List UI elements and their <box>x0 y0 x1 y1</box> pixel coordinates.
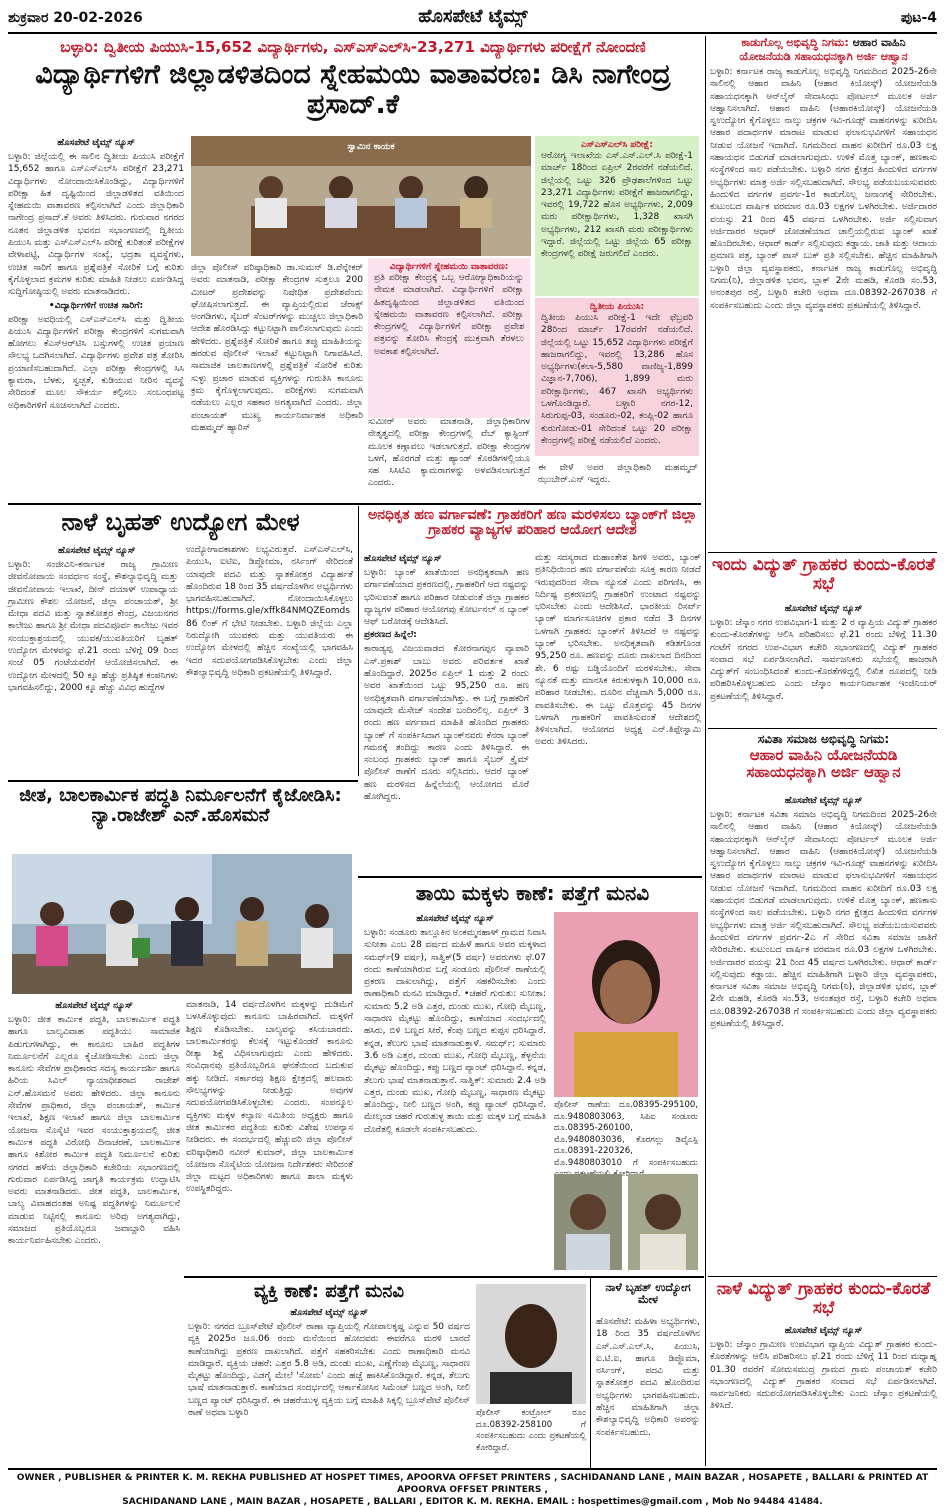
lead-bottom-rule <box>8 503 701 505</box>
vyakti-article <box>188 1306 470 1466</box>
lead-body-2: ಜಿಲ್ಲಾ ಪೊಲೀಸ್ ವರಿಷ್ಠಾಧಿಕಾರಿ ಡಾ.ಸುಮನ್ ಡಿ.ಪೆನ್ನೇಕರ್ ಅವರು ಮಾತನಾಡಿ, ಪರೀಕ್ಷಾ ಕೇಂದ್ರಗಳ ಸುತ್ತಲೂ 200 ಮೀಟರ್ ಪ್ರದೇಶವನ್ನು ನಿಷೇಧಿತ ಪ್ರದೇಶವೆಂದು ಘೋಷಿಸಲಾಗುತ್ತದೆ. ಈ ವ್ಯಾಪ್ತಿಯಲ್ಲಿರುವ ಜೆರಾಕ್ಸ್ ಅಂಗಡಿಗಳು, ಸೈಬರ್ ಸೆಂಟರ್‌ಗಳನ್ನು ಮುಚ್ಚಲು ಜಿಲ್ಲಾಧಿಕಾರಿ ಆದೇಶ ಹೊರಡಿಸಿದ್ದು ಕಟ್ಟುನಿಟ್ಟಾಗಿ ಪಾಲಿಸಲಾಗುವುದು ಎಂದು ಹೇಳಿದರು. ಪ್ರಶ್ನೆಪತ್ರಿಕೆ ಸೋರಿಕೆ ಹಾಗೂ ತಪ್ಪು ಮಾಹಿತಿಯನ್ನು ಹರಡುವ ಪೊಲೀಸ್ ಇಲಾಖೆ ಕಟ್ಟುನಿಟ್ಟಾಗಿ ನಿಗಾವಹಿಸಿದೆ. ಸಾಮಾಜಿಕ ಜಾಲತಾಣಗಳಲ್ಲಿ ಪ್ರಶ್ನೆಪತ್ರಿಕೆ ಸೋರಿಕೆ ಕುರಿತು ಸುಳ್ಳು ಪ್ರಚಾರ ಮಾಡುವ ವ್ಯಕ್ತಿಗಳನ್ನು ಗುರುತಿಸಿ ಕಾನೂನು ಕ್ರಮ ಕೈಗೊಳ್ಳಲಾಗುವುದು. ಪರೀಕ್ಷೆಗಳು ಸುಗಮವಾಗಿ ನಡೆಯಲು ಎಲ್ಲರ ಸಹಕಾರ ಅಗತ್ಯವಾಗಿದೆ ಎಂದರು. ಜಿಲ್ಲಾ ಪಂಚಾಯತ್ ಮುಖ್ಯ ಕಾರ್ಯನಿರ್ವಾಹಕ ಅಧಿಕಾರಿ ಮಹಮ್ಮದ್ ಹ್ಯಾರಿಸ್ <box>191 263 363 433</box>
sslc-box-text: ಆರೋಗ್ಯ ಇಲಾಖೆಯ ಎಸ್.ಎಸ್.ಎಲ್.ಸಿ ಪರೀಕ್ಷೆ-1 ಮಾರ್ಚ್ 18ರಿಂದ ಏಪ್ರಿಲ್ 2ರವರೆಗೆ ನಡೆಯಲಿದೆ. ಜಿಲ್ಲೆಯಲ್ಲಿ ಒಟ್ಟು 326 ಪ್ರೌಢಶಾಲೆಗಳಿಂದ ಒಟ್ಟು 23,271 ವಿದ್ಯಾರ್ಥಿಗಳು ಪರೀಕ್ಷೆಗೆ ಹಾಜರಾಗಲಿದ್ದು, ಇವರಲ್ಲಿ 19,722 ಹೊಸ ಅಭ್ಯರ್ಥಿಗಳು, 2,009 ಮರು ಪರೀಕ್ಷಾರ್ಥಿಗಳು, 1,328 ಖಾಸಗಿ ಅಭ್ಯರ್ಥಿಗಳು, 212 ಖಾಸಗಿ ಮರು ಪರೀಕ್ಷಾರ್ಥಿಗಳು ಇದ್ದಾರೆ. ಜಿಲ್ಲೆಯಲ್ಲಿ ಒಟ್ಟು ಜಿಲ್ಲೆಯ 65 ಪರೀಕ್ಷಾ ಕೇಂದ್ರಗಳಲ್ಲಿ ಪರೀಕ್ಷೆ ಜರುಗಲಿದೆ ಎಂದರು. <box>541 151 693 260</box>
job-bank-rule <box>358 506 359 776</box>
puc-box-title: ದ್ವಿತೀಯ ಪಿಯುಸಿ: <box>589 302 645 312</box>
lead-body-3b: ಸುಮೀರ್ ಅವರು ಮಾತನಾಡಿ, ಜಿಲ್ಲಾಧಿಕಾರಿಗಳ ನೇತೃತ್ವದಲ್ಲಿ ಪರೀಕ್ಷಾ ಕೇಂದ್ರಗಳಲ್ಲಿ ವೆಬ್ ಕ್ಯಾಸ್ಟಿಂಗ್ ಮೂಲಕ ಕಣ್ಗಾವಲು ಇಡಲಾಗುತ್ತದೆ. ಪರೀಕ್ಷಾ ಕೇಂದ್ರಗಳ ಒಳಗೆ, ಹೊರಗಡೆ ಮತ್ತು ಹ್ಯಾಂಡ್ ಕೊಠಡಿಗಳಲ್ಲಿಯೂ ಸಹ ಸಿಸಿಟಿವಿ ಕ್ಯಾಮರಾಗಳನ್ನು ಅಳವಡಿಸಲಾಗುತ್ತದೆ ಎಂದರು. <box>368 417 530 489</box>
vyakti-photo <box>476 1284 586 1404</box>
missing-headline: ತಾಯಿ ಮಕ್ಕಳು ಕಾಣೆ: ಪತ್ತೆಗೆ ಮನವಿ <box>415 881 650 905</box>
lead-column-1 <box>8 136 184 496</box>
masthead-rule <box>8 32 937 34</box>
boy-portrait-1 <box>554 1174 622 1270</box>
right-rule-1 <box>708 552 937 553</box>
lead-photo <box>191 136 531 256</box>
pink-box-text: ಪ್ರತಿ ಪರೀಕ್ಷಾ ಕೇಂದ್ರಕ್ಕೆ ಒಬ್ಬ ಆರೋಗ್ಯಾಧಿಕಾರಿಯನ್ನು ನೇಮಕ ಮಾಡಲಾಗಿದೆ. ವಿದ್ಯಾರ್ಥಿಗಳಿಗೆ ಪರೀಕ್ಷಾ ಹಿತದೃಷ್ಟಿಯಿಂದ ಜಿಲ್ಲಾಡಳಿತದ ವತಿಯಿಂದ ಸ್ನೇಹಮಯಿ ವಾತಾವರಣ ಕಲ್ಪಿಸಲಾಗಿದೆ. ಪರೀಕ್ಷಾ ಕೇಂದ್ರಗಳಲ್ಲಿ ವಿದ್ಯಾರ್ಥಿಗಳಿಗೆ ಪರೀಕ್ಷಾ ಪ್ರವೇಶ ಪತ್ರವನ್ನು ತೋರಿಸಿ ಕೇಂದ್ರಕ್ಕೆ ಮುಕ್ತವಾಗಿ ತೆರಳಲು ಅವಕಾಶ ಕಲ್ಪಿಸಲಾಗಿದೆ. <box>374 273 524 357</box>
missing-byline: ಹೊಸಪೇಟೆ ಟೈಮ್ಸ್ ನ್ಯೂಸ್ <box>416 914 494 924</box>
lead-body-1: ಬಳ್ಳಾರಿ: ಜಿಲ್ಲೆಯಲ್ಲಿ ಈ ಸಾಲಿನ ದ್ವಿತೀಯ ಪಿಯುಸಿ ಪರೀಕ್ಷೆಗೆ 15,652 ಹಾಗೂ ಎಸ್‌ಎಸ್‌ಎಲ್‌ಸಿ ಪರೀಕ್ಷೆಗೆ 23,271 ವಿದ್ಯಾರ್ಥಿಗಳು ನೋಂದಾಯಿಸಿಕೊಂಡಿದ್ದು, ವಿದ್ಯಾರ್ಥಿಗಳಿಗೆ ಪರೀಕ್ಷಾ ಹಿತ ದೃಷ್ಟಿಯಿಂದ ಜಿಲ್ಲಾಡಳಿತದ ವತಿಯಿಂದ ಸ್ನೇಹಮಯಿ ವಾತಾವರಣ ಕಲ್ಪಿಸಲಾಗಿದೆ ಎಂದು ಜಿಲ್ಲಾಧಿಕಾರಿ ನಾಗೇಂದ್ರ ಪ್ರಸಾದ್.ಕೆ ಅವರು ತಿಳಿಸಿದರು. ಗುರುವಾರ ನಗರದ ನೂತನ ಜಿಲ್ಲಾಡಳಿತ ಭವನದ ಸಭಾಂಗಣದಲ್ಲಿ ದ್ವಿತೀಯ ಪಿಯುಸಿ ಮತ್ತು ಎಸ್‌ಎಸ್‌ಎಲ್‌ಸಿ ಪರೀಕ್ಷೆ ಕುರಿತಂತೆ ಪರೀಕ್ಷೆಗಳ ವೇಳಾಪಟ್ಟಿ, ವಿದ್ಯಾರ್ಥಿಗಳ ಸಂಖ್ಯೆ, ಭದ್ರತಾ ವ್ಯವಸ್ಥೆಗಳು, ಉಚಿತ ಸಾರಿಗೆ ಹಾಗೂ ಪ್ರಶ್ನೆಪತ್ರಿಕೆ ಸೋರಿಕೆ ಬಗ್ಗೆ ಕುರಿತು ಕೈಗೊಳ್ಳಲಾದ ಕ್ರಮಗಳ ಕುರಿತು ಮಾಹಿತಿ ನೀಡಲು ಏರ್ಪಡಿಸಿದ್ದ ಸುದ್ದಿಗೋಷ್ಠಿಯಲ್ಲಿ ಅವರು ಮಾತನಾಡಿದರು. <box>8 152 184 298</box>
job-fair-body-2: ಉದ್ಯೋಗಾವಕಾಶಗಳು ಲಭ್ಯವಿರುತ್ತವೆ. ಎಸ್‌ಎಸ್‌ಎಲ್‌ಸಿ, ಪಿಯುಸಿ, ಐಟಿಐ, ಡಿಪ್ಲೋಮಾ, ನರ್ಸಿಂಗ್ ಸೇರಿದಂತೆ ಯಾವುದೇ ಪದವಿ ಮತ್ತು ಸ್ನಾತಕೋತ್ತರ ವಿದ್ಯಾರ್ಹತೆ ಹೊಂದಿರುವ 18 ರಿಂದ 35 ವರ್ಷದೊಳಗಿನ ಅಭ್ಯರ್ಥಿಗಳು ಭಾಗವಹಿಸಬಹುದಾಗಿದೆ. ನೋಂದಾಯಿಸಿಕೊಳ್ಳಲು https://forms.gle/xffk84NMQZEomds86 ಲಿಂಕ್ ಗೆ ಭೇಟಿ ನೀಡಬೇಕು. ಬಳ್ಳಾರಿ ಜಿಲ್ಲೆಯ ಎಲ್ಲಾ ನಿರುದ್ಯೋಗಿ ಯುವಕರು ಮತ್ತು ಯುವತಿಯರು ಈ ಉದ್ಯೋಗ ಮೇಳದಲ್ಲಿ ಹೆಚ್ಚಿನ ಸಂಖ್ಯೆಯಲ್ಲಿ ಭಾಗವಹಿಸಿ ಇದರ ಸದುಪಯೋಗಪಡಿಸಿಕೊಳ್ಳಬೇಕು ಎಂದು ಜಿಲ್ಲಾ ಕೌಶಲ್ಯಾಭಿವೃದ್ಧಿ ಅಧಿಕಾರಿ ಪ್ರಕಟಣೆಯಲ್ಲಿ ತಿಳಿಸಿದ್ದಾರೆ. <box>186 545 354 678</box>
photo-backdrop-text: ಸ್ವಾಮಿನ ಕಾಯಕ <box>347 142 395 152</box>
lead-body-4b: ಈ ವೇಳೆ ಅಪರ ಜಿಲ್ಲಾಧಿಕಾರಿ ಮಹಮ್ಮದ್ ಝುಬೇರ್.ಎನ್ ಇದ್ದರು. <box>538 463 698 486</box>
missing-boy-2-photo <box>628 1174 698 1270</box>
bank-bottom-rule <box>358 876 702 878</box>
jeeta-column-1 <box>8 999 180 1467</box>
jeeta-body-2: ಮಾತನಾಡಿ, 14 ವರ್ಷದೊಳಗಿನ ಮಕ್ಕಳನ್ನು ದುಡಿಮೆಗೆ ಬಳಸಿಕೊಳ್ಳುವುದು ಕಾನೂನು ಬಾಹಿರವಾಗಿದೆ. ಮಕ್ಕಳಿಗೆ ಶಿಕ್ಷಣ ಕೊಡಿಸಬೇಕು. ಬಾಲ್ಯವನ್ನು ಕಸಿಯಬಾರದು. ಬಾಲಕಾರ್ಮಿಕರನ್ನು ಕೆಲಸಕ್ಕೆ ಇಟ್ಟುಕೊಂಡರೆ ಕಾನೂನು ರೀತ್ಯಾ ಶಿಕ್ಷೆ ವಿಧಿಸಲಾಗುವುದು ಎಂದು ಹೇಳಿದರು. ಸಂವಿಧಾನವು ಪ್ರತಿಯೊಬ್ಬರಿಗೂ ಘನತೆಯಿಂದ ಬದುಕುವ ಹಕ್ಕು ನೀಡಿದೆ. ಸರ್ಕಾರವು ಶಿಕ್ಷಣ ಕ್ಷೇತ್ರದಲ್ಲಿ ಹಲವಾರು ಸೌಲಭ್ಯಗಳನ್ನು ನೀಡುತ್ತಿದ್ದು ಅವುಗಳ ಸದುಪಯೋಗಪಡಿಸಿಕೊಳ್ಳಬೇಕು ಎಂದರು. ಸಂಪನ್ಮೂಲ ವ್ಯಕ್ತಿಗಳು ಮಕ್ಕಳ ಕಲ್ಯಾಣ ಸಮಿತಿಯ ಅಧ್ಯಕ್ಷರು ಹಾಗೂ ಜೀತ ಕಾರ್ಮಿಕರ ಪದ್ಧತಿಯ ಕುರಿತು ವಿಶೇಷ ಉಪನ್ಯಾಸ ನೀಡಿದರು. ಈ ಸಂದರ್ಭದಲ್ಲಿ ಹೆಚ್ಚುವರಿ ಜಿಲ್ಲಾ ಪೊಲೀಸ್ ವರಿಷ್ಠಾಧಿಕಾರಿ ನವೀನ್ ಕುಮಾರ್, ಜಿಲ್ಲಾ ಬಾಲಕಾರ್ಮಿಕ ಯೋಜನಾ ಸೊಸೈಟಿಯ ಯೋಜನಾ ನಿರ್ದೇಶಕರು ಸೇರಿದಂತೆ ಜಿಲ್ಲಾ ಮಟ್ಟದ ಅಧಿಕಾರಿಗಳು ಹಾಗೂ ಶಾಲಾ ಮಕ್ಕಳು ಉಪಸ್ಥಿತರಿದ್ದರು. <box>186 1000 353 1195</box>
right-column-rule <box>705 36 706 1466</box>
footer-rule <box>8 1468 937 1470</box>
puc-box-text: ದ್ವಿತೀಯ ಪಿಯುಸಿ ಪರೀಕ್ಷೆ-1 ಇದೇ ಫೆಬ್ರವರಿ 28ರಿಂದ ಮಾರ್ಚ್ 17ರವರೆಗೆ ನಡೆಯಲಿದೆ. ಜಿಲ್ಲೆಯಲ್ಲಿ ಒಟ್ಟು 15,652 ವಿದ್ಯಾರ್ಥಿಗಳು ಪರೀಕ್ಷೆಗೆ ಹಾಜರಾಗಲಿದ್ದು, ಇವರಲ್ಲಿ 13,286 ಹೊಸ ಅಭ್ಯರ್ಥಿಗಳು(ಕಲಾ-5,580 ವಾಣಿಜ್ಯ-1,899 ವಿಜ್ಞಾನ-7,706), 1,899 ಮರು ಪರೀಕ್ಷಾರ್ಥಿಗಳು, 467 ಖಾಸಗಿ ಅಭ್ಯರ್ಥಿಗಳು ಒಳಗೊಂಡಿದ್ದಾರೆ. ಬಳ್ಳಾರಿ ನಗರ-12, ಸಿರುಗುಪ್ಪ-03, ಸಂಡೂರು-02, ಕಂಪ್ಲಿ-02 ಹಾಗೂ ಕುರುಗೋಡು-01 ಸೇರಿದಂತೆ ಒಟ್ಟು 20 ಪರೀಕ್ಷಾ ಕೇಂದ್ರಗಳಲ್ಲಿ ಪರೀಕ್ಷೆ ನಡೆಯಲಿದೆ ಎಂದರು. <box>541 313 693 446</box>
puc-box <box>535 298 699 456</box>
right-article-1-body <box>710 66 937 551</box>
right-article-4 <box>710 1324 937 1466</box>
bank-column-2 <box>535 552 701 872</box>
page-number: ಪುಟ-4 <box>900 10 937 26</box>
job-fair-headline: ನಾಳೆ ಬೃಹತ್ ಉದ್ಯೋಗ ಮೇಳ <box>61 508 300 536</box>
job-fair-column-1 <box>8 559 178 777</box>
right-a1-text: ಬಳ್ಳಾರಿ: ಕರ್ನಾಟಕ ರಾಜ್ಯ ಕಾಡುಗೊಲ್ಲ ಅಭಿವೃದ್ಧಿ ನಿಗಮದಿಂದ 2025-26ನೇ ಸಾಲಿನಲ್ಲಿ ಆಹಾರ ವಾಹಿನಿ (ಆಹಾರ ಕಿಯೋಸ್ಕ್) ಯೋಜನೆಯಡಿ ಸಹಾಯಧನಕ್ಕಾಗಿ ಆನ್‌ಲೈನ್ ಸೇವಾಸಿಂಧು ಪೋರ್ಟಲ್ ಮೂಲಕ ಅರ್ಜಿ ಆಹ್ವಾನಿಸಲಾಗಿದೆ. ಆಹಾರ ವಾಹಿನಿ (ಆಹಾರಕಿಯೋಸ್ಕ್) ಯೋಜನೆಯಡಿ ಸ್ವಉದ್ಯೋಗ ಕೈಗೊಳ್ಳಲು ನಾಲ್ಕು ಚಕ್ರಗಳ ಇವಿ-ಗೂಡ್ಸ್ ವಾಹನಗಳನ್ನು ಖರೀದಿಸಿ ಆಹಾರ ಪದಾರ್ಥಗಳ ಮಾರಾಟ ಮಾಡುವ ಫಲಾನುಭವಿಗಳಿಗೆ ಸಹಾಯಧನ ನೀಡುವ ಯೋಜನೆ ಇದಾಗಿದೆ. ನಿಗಮದಿಂದ ವಾಹನ ಖರೀದಿಗೆ ರೂ.03 ಲಕ್ಷ ಸಹಾಯಧನ ಬಿಡುಗಡೆ ಮಾಡಲಾಗುವುದು. ಉಳಿಕೆ ಮೊತ್ತ ಬ್ಯಾಂಕ್, ಹಣಕಾಸು ಸಂಸ್ಥೆಗಳಿಂದ ಸಾಲ ಪಡೆಯಬೇಕು. ಬಳ್ಳಾರಿ ನಗರ ಕ್ಷೇತ್ರದ ಹಿಂದುಳಿದ ವರ್ಗಗಳ ಅಭ್ಯರ್ಥಿಗಳು ಮಾತ್ರ ಅರ್ಜಿ ಸಲ್ಲಿಸಬಹುದಾಗಿದೆ. ಸೌಲಭ್ಯ ಪಡೆಯಬಯಸುವವರು ಹಿಂದುಳಿದ ವರ್ಗಗಳ ಪ್ರವರ್ಗ-1ರ ಕಾಡುಗೊಲ್ಲ ಜನಾಂಗಕ್ಕೆ ಸೇರಿರಬೇಕು. ಕುಟುಂಬದ ವಾರ್ಷಿಕ ವರಮಾನ ರೂ.03 ಲಕ್ಷಗಳ ಒಳಗಿರಬೇಕು. ಅರ್ಜಿದಾರರ ವಯಸ್ಸು 21 ರಿಂದ 45 ವರ್ಷದ ಒಳಗಿರಬೇಕು. ಅರ್ಜಿ ಸಲ್ಲಿಸುವಾಗ ಅರ್ಜಿದಾರರ ಆಧಾರ್ ಜೋಡಣೆಯಾದ ಚಾಲ್ತಿಯಲ್ಲಿರುವ ಬ್ಯಾಂಕ್ ಖಾತೆ ಹೊಂದಿರಬೇಕು. ಆಧಾರ್ ಕಾರ್ಡ್ ಸಲ್ಲಿಸುವುದು ಕಡ್ಡಾಯ. ಜಾತಿ ಮತ್ತು ಆದಾಯ ಪ್ರಮಾಣ ಪತ್ರ, ಬ್ಯಾಂಕ್ ಪಾಸ್ ಬುಕ್ ಪ್ರತಿ ಸಲ್ಲಿಸಬೇಕು. ಹೆಚ್ಚಿನ ಮಾಹಿತಿಗಾಗಿ ಬಳ್ಳಾರಿ ಜಿಲ್ಲಾ ವ್ಯವಸ್ಥಾಪಕರು, ಕರ್ನಾಟಕ ರಾಜ್ಯ ಕಾಡುಗೊಲ್ಲ ಅಭಿವೃದ್ಧಿ ನಿಗಮ(ನಿ), ಜಿಲ್ಲಾಡಳಿತ ಭವನ, ಬ್ಲಾಕ್ 2ನೇ ಮಹಡಿ, ಕೊಠಡಿ ಸಂ.53, ಅನಂತಪುರ ರಸ್ತೆ, ಬಳ್ಳಾರಿ ಕಚೇರಿ ಅಥವಾ ದೂ.08392-267038 ಗೆ ಸಂಪರ್ಕಿಸಬಹುದು ಎಂದು ಜಿಲ್ಲಾ ವ್ಯವಸ್ಥಾಪಕರು ಪ್ರಕಟಣೆಯಲ್ಲಿ ತಿಳಿಸಿದ್ದಾರೆ. <box>710 67 937 311</box>
bank-headline: ಅನಧಿಕೃತ ಹಣ ವರ್ಗಾವಣೆ: ಗ್ರಾಹಕರಿಗೆ ಹಣ ಮರಳಿಸಲು ಬ್ಯಾಂಕ್‌ಗೆ ಜಿಲ್ಲಾ ಗ್ರಾಹಕರ ವ್ಯಾಜ್ಯಗಳ ಪರಿಹಾರ ಆಯೋಗ ಆದೇಶ <box>368 507 697 539</box>
lead-kicker: ಬಳ್ಳಾರಿ: ದ್ವಿತೀಯ ಪಿಯುಸಿ-15,652 ವಿದ್ಯಾರ್ಥಿಗಳು, ಎಸ್‌ಎಸ್‌ಎಲ್‌ಸಿ-23,271 ವಿದ್ಯಾರ್ಥಿಗಳು ಪರೀಕ್ಷೆಗೆ ನೋಂದಣಿ <box>60 38 646 56</box>
lead-subhead: •ವಿದ್ಯಾರ್ಥಿಗಳಿಗೆ ಉಚಿತ ಸಾರಿಗೆ: <box>48 300 144 311</box>
missing-contact-block <box>554 1100 698 1170</box>
right-a4-byline: ಹೊಸಪೇಟೆ ಟೈಮ್ಸ್ ನ್ಯೂಸ್ <box>784 1326 863 1336</box>
lead-column-2 <box>191 262 363 500</box>
bank-body-1b: ಕಾರಾಡ್ಯಪ್ಪ ವಿಜಯವಾಡದ ಕೋರನಾಗಪ್ಪನ ವ್ಯಾಪಾರಿ ಎಸ್.ಪ್ರಕಾಶ್ ಬಾಬು ಅವರು ಪರಿವರ್ತಕ ಖಾತೆ ಹೊಂದಿದ್ದಾರೆ. 2025ರ ಏಪ್ರಿಲ್ 1 ಮತ್ತು 2 ರಂದು ಅವರ ಖಾತೆಯಿಂದ ಒಟ್ಟು 95,250 ರೂ. ಹಣ ಅನಧಿಕೃತವಾಗಿ ವರ್ಗಾವಣೆಯಾಗಿತ್ತು. ಈ ಬಗ್ಗೆ ಗ್ರಾಹಕರಿಗೆ ಯಾವುದೇ ಮೆಸೇಜ್ ಸಂದೇಶ ಬಂದಿರಲಿಲ್ಲ. ಏಪ್ರಿಲ್ 3 ರಂದು ಹಣ ವರ್ಗವಾದ ಮಾಹಿತಿ ಹೊಂದಿದ ಗ್ರಾಹಕರು ಬ್ಯಾಂಕ್ ಗೆ ಸಂಪರ್ಕಿಸಿದಾಗ ಬ್ಯಾಂಕ್‌ನವರು ಕೆನರಾ ಬ್ಯಾಂಕ್ ಗಮನಕ್ಕೆ ತಂದಿದ್ದು ಕಾರಣ ಎಂದು ತಿಳಿಸಿದ್ದಾರೆ. ಈ ಸಂಬಂಧ ಗ್ರಾಹಕರು ಬ್ಯಾಂಕ್ ಹಾಗೂ ಸೈಬರ್ ಕ್ರೈಮ್ ಪೊಲೀಸ್ ಠಾಣೆಗೆ ದೂರು ಸಲ್ಲಿಸಿದರು. ಆದರೆ ಬ್ಯಾಂಕ್ ಹಣ ಮರಳಿಸದ ಹಿನ್ನೆಲೆಯಲ್ಲಿ ಆಯೋಗದ ಮೊರೆ ಹೋಗಿದ್ದರು. <box>364 644 529 803</box>
pink-box-title: ವಿದ್ಯಾರ್ಥಿಗಳಿಗೆ ಸ್ನೇಹಮಯಿ ವಾತಾವರಣ: <box>389 262 509 272</box>
imprint <box>8 1472 937 1508</box>
awareness-event-photo <box>12 854 352 994</box>
press-conference-photo <box>191 136 531 256</box>
missing-contact: ಪೊಲೀಸ್ ಠಾಣೆಯ ದೂ.08395-295100, ದೂ.9480803063, ಸಿಪಿಐ ಸಂಡೂರು ದೂ.08395-260100, ಮೊ.9480803036, ಕೊರಗಲ್ಲು ಡಿವೈಎಸ್ಪಿ ದೂ.08391-220326, ಮೊ.9480803010 ಗೆ ಸಂಪರ್ಕಿಸಬಹುದು <box>554 1100 698 1168</box>
jeeta-headline: ಜೀತ, ಬಾಲಕಾರ್ಮಿಕ ಪದ್ಧತಿ ನಿರ್ಮೂಲನೆಗೆ ಕೈಜೋಡಿಸಿ: ನ್ಯಾ.ರಾಜೇಶ್ ಎನ್.ಹೊಸಮನೆ <box>19 785 342 826</box>
joblet-body: ಹೊಸಪೇಟೆ: ಮಹಿಳಾ ಅಭ್ಯರ್ಥಿಗಳು, 18 ರಿಂದ 35 ವರ್ಷದೊಳಗಿನ ಎಸ್.ಎಸ್.ಎಲ್.ಸಿ, ಪಿಯುಸಿ, ಐ.ಟಿ.ಐ, ಹಾಗೂ ಡಿಪ್ಲೊಮಾ, ನರ್ಸಿಂಗ್, ಪದವಿ ಮತ್ತು ಸ್ನಾತಕೋತ್ತರ ಪದವಿ ಹೊಂದಿರುವ ಅಭ್ಯರ್ಥಿಗಳು ಭಾಗವಹಿಸಬಹುದು. ಹೆಚ್ಚಿನ ಮಾಹಿತಿಗಾಗಿ ಜಿಲ್ಲಾ ಕೌಶಲ್ಯಾಭಿವೃದ್ಧಿ ಅಧಿಕಾರಿ ಅವರನ್ನು ಸಂಪರ್ಕಿಸಬಹುದು. <box>596 1317 700 1438</box>
friendly-environment-box <box>368 258 530 418</box>
right-a1-headline: ಯೋಜನೆಯಡಿ ಸಹಾಯಧನಕ್ಕಾಗಿ ಅರ್ಜಿ ಆಹ್ವಾನ <box>739 50 908 63</box>
paper-title: ಹೊಸಪೇಟೆ ಟೈಮ್ಸ್ <box>418 6 528 27</box>
joblet-headline: ನಾಳೆ ಬೃಹತ್ ಉದ್ಯೋಗ ಮೇಳ <box>605 1281 691 1307</box>
lead-byline: ಹೊಸಪೇಟೆ ಟೈಮ್ಸ್ ನ್ಯೂಸ್ <box>57 138 135 148</box>
vyakti-contact: ಪೊಲೀಸ್ ಕಂಟ್ರೋಲ್ ರೂಂ ದೂ.08392-258100 ಗೆ ಸಂಪರ್ಕಿಸಬಹುದು ಎಂದು ಪ್ರಕಟಣೆಯಲ್ಲಿ ಕೋರಿದ್ದಾರೆ. <box>476 1408 586 1453</box>
right-a2-headline: ಇಂದು ವಿದ್ಯುತ್ ಗ್ರಾಹಕರ ಕುಂದು-ಕೊರತೆ ಸಭೆ <box>711 555 936 594</box>
man-portrait <box>476 1284 586 1404</box>
job-fair-column-2 <box>186 544 353 777</box>
missing-woman-photo <box>554 912 698 1097</box>
jeeta-photo <box>12 854 352 994</box>
job-fair-body-1: ಬಳ್ಳಾರಿ: ಸಂಜೀವಿನಿ-ಕರ್ನಾಟಕ ರಾಜ್ಯ ಗ್ರಾಮೀಣ ಜೀವನೋಪಾಯ ಸಂವರ್ಧನ ಸಂಸ್ಥೆ, ಕೌಶಲ್ಯಾಭಿವೃದ್ಧಿ ಮತ್ತು ಜೀವನೋಪಾಯ ಇಲಾಖೆ, ದೀನ್ ದಯಾಳ್ ಉಪಾಧ್ಯಾಯ ಗ್ರಾಮೀಣ ಕೌಶಲ ಯೋಜನೆ, ಜಿಲ್ಲಾ ಪಂಚಾಯತ್, ಶ್ರೀ ಮೇಧಾ ಪದವಿ ಮತ್ತು ಸ್ನಾತಕೋತ್ತರ ಕೇಂದ್ರ, ವಿಜಯನಗರ ಕಾಲೇಜು ಹಾಗೂ ಶ್ರೀ ಮೇಧಾ ಪದವಿಪೂರ್ವ ಕಾಲೇಜು ಇವರ ಸಂಯುಕ್ತಾಶ್ರಯದಲ್ಲಿ ಯುವಕ/ಯುವತಿಯರಿಗೆ ಬೃಹತ್ ಉದ್ಯೋಗ ಮೇಳವನ್ನು ಫೆ.21 ರಂದು ಬೆಳಿಗ್ಗೆ 09 ರಿಂದ ಸಂಜೆ 05 ಗಂಟೆಯವರೆಗೆ ಆಯೋಜಿಸಲಾಗಿದೆ. ಈ ಉದ್ಯೋಗ ಮೇಳದಲ್ಲಿ 50 ಕ್ಕೂ ಹೆಚ್ಚು ಪ್ರತಿಷ್ಠಿತ ಕಂಪನಿಗಳು ಭಾಗವಹಿಸಲಿದ್ದು, 2000 ಕ್ಕೂ ಹೆಚ್ಚು ವಿವಿಧ ಹುದ್ದೆಗಳ <box>8 560 178 693</box>
boy-portrait-2 <box>628 1174 698 1270</box>
right-a4-text: ಬಳ್ಳಾರಿ: ಜೆಸ್ಕಾಂ ಗ್ರಾಮೀಣ ಉಪವಿಭಾಗ ವ್ಯಾಪ್ತಿಯ ವಿದ್ಯುತ್ ಗ್ರಾಹಕರ ಕುಂದು-ಕೊರತೆಗಳನ್ನು ಆಲಿಸಿ ಪರಿಹರಿಸಲು ಫೆ.21 ರಂದು ಬೆಳಿಗ್ಗೆ 11 ರಿಂದ ಮಧ್ಯಾಹ್ನ 01.30 ರವರೆಗೆ ಸೋಮಸಮುದ್ರ ಗ್ರಾಮದ ಗ್ರಾಮ ಪಂಚಾಯತ್ ಕಚೇರಿ ಸಭಾಂಗಣದಲ್ಲಿ ವಿದ್ಯುತ್ ಗ್ರಾಹಕರ ಸಂವಾದ ಸಭೆ ಏರ್ಪಡಿಸಲಾಗಿದೆ. ಸಾರ್ವಜನಿಕರು ಸದುಪಯೋಗಪಡಿಸಿಕೊಳ್ಳಬೇಕು ಎಂದು ಜೆಸ್ಕಾಂ ಪ್ರಕಟಣೆಯಲ್ಲಿ ತಿಳಿಸಿದೆ. <box>710 1340 937 1412</box>
woman-portrait <box>554 912 698 1097</box>
sslc-box <box>535 136 699 296</box>
right-article-3-head <box>710 732 937 780</box>
joblet-article <box>596 1316 700 1466</box>
bank-body-1: ಬಳ್ಳಾರಿ: ಬ್ಯಾಂಕ್ ಖಾತೆಯಿಂದ ಅನಧಿಕೃತವಾಗಿ ಹಣ ವರ್ಗಾವಣೆಯಾದ ಪ್ರಕರಣದಲ್ಲಿ, ಗ್ರಾಹಕರಿಗೆ ಆದ ನಷ್ಟವನ್ನು ಭರಿಸುವಂತೆ ಹಾಗೂ ಪರಿಹಾರ ನೀಡುವಂತೆ ಜಿಲ್ಲಾ ಗ್ರಾಹಕರ ವ್ಯಾಜ್ಯಗಳ ಪರಿಹಾರ ಆಯೋಗವು ಕೋರ್ಟನಲ್ ನ ಬ್ಯಾಂಕ್ ಆಫ್ ಬರೋಡಕ್ಕೆ ಆದೇಶಿಸಿದೆ. <box>364 568 529 628</box>
missing-boy-1-photo <box>554 1174 622 1270</box>
job-fair-byline: ಹೊಸಪೇಟೆ ಟೈಮ್ಸ್ ನ್ಯೂಸ್ <box>58 546 136 556</box>
right-a3-byline: ಹೊಸಪೇಟೆ ಟೈಮ್ಸ್ ನ್ಯೂಸ್ <box>784 796 863 806</box>
jeeta-byline: ಹೊಸಪೇಟೆ ಟೈಮ್ಸ್ ನ್ಯೂಸ್ <box>55 1001 133 1011</box>
right-a2-text: ಬಳ್ಳಾರಿ: ಜೆಸ್ಕಾಂ ನಗರ ಉಪವಿಭಾಗ-1 ಮತ್ತು 2 ರ ವ್ಯಾಪ್ತಿಯ ವಿದ್ಯುತ್ ಗ್ರಾಹಕರ ಕುಂದು-ಕೊರತೆಗಳನ್ನು ಆಲಿಸಿ ಪರಿಹರಿಸಲು ಫೆ.21 ರಂದು ಬೆಳಿಗ್ಗೆ 11.30 ಗಂಟೆಗೆ ನಗರದ ಉಪ-ವಿಭಾಗ ಕಚೇರಿ ಸಭಾಂಗಣದಲ್ಲಿ ವಿದ್ಯುತ್ ಗ್ರಾಹಕರ ಸಂವಾದ ಸಭೆ ಏರ್ಪಡಿಸಲಾಗಿದೆ. ಸಾರ್ವಜನಿಕರು ಸಭೆಯಲ್ಲಿ ಹಾಜರಾಗಿ ವಿದ್ಯುತ್‌ಗೆ ಸಂಬಂಧಿಸಿದಂತೆ ಕುಂದು-ಕೊರತೆಗಳಿದ್ದಲ್ಲಿ ಲಿಖಿತ ರೂಪದಲ್ಲಿ ನೀಡಿ ಪರಿಹರಿಸಿಕೊಳ್ಳಬಹುದು ಎಂದು ಜೆಸ್ಕಾಂ ಕಾರ್ಯನಿರ್ವಾಹಕ ಇಂಜಿನಿಯರ್ ಪ್ರಕಟಣೆಯಲ್ಲಿ ತಿಳಿಸಿದ್ದಾರೆ. <box>710 618 937 702</box>
bank-byline: ಹೊಸಪೇಟೆ ಟೈಮ್ಸ್ ನ್ಯೂಸ್ <box>364 554 442 564</box>
vyakti-headline: ವ್ಯಕ್ತಿ ಕಾಣೆ: ಪತ್ತೆಗೆ ಮನವಿ <box>253 1281 405 1302</box>
jeeta-body-1: ಬಳ್ಳಾರಿ: ಜೀತ ಕಾರ್ಮಿಕ ಪದ್ಧತಿ, ಬಾಲಕಾರ್ಮಿಕ ಪದ್ಧತಿ ಹಾಗೂ ಬಾಲ್ಯವಿವಾಹ ಪದ್ಧತಿಯು ಸಾಮಾಜಿಕ ಪಿಡುಗುಗಳಾಗಿದ್ದು, ಈ ಕಾನೂನು ಬಾಹಿರ ಪದ್ಧತಿಗಳ ನಿರ್ಮೂಲನೆಗೆ ಎಲ್ಲರೂ ಕೈಜೋಡಿಸಬೇಕು ಎಂದು ಜಿಲ್ಲಾ ಕಾನೂನು ಸೇವೆಗಳ ಪ್ರಾಧಿಕಾರದ ಸದಸ್ಯ ಕಾರ್ಯದರ್ಶಿ ಹಾಗೂ ಹಿರಿಯ ಸಿವಿಲ್ ನ್ಯಾಯಾಧೀಶರಾದ ರಾಜೇಶ್ ಎನ್.ಹೊಸಮನೆ ಅವರು ಹೇಳಿದರು. ಜಿಲ್ಲಾ ಕಾನೂನು ಸೇವೆಗಳ ಪ್ರಾಧಿಕಾರ, ಜಿಲ್ಲಾ ಪಂಚಾಯತ್, ಕಾರ್ಮಿಕ ಇಲಾಖೆ, ಶಿಕ್ಷಣ ಇಲಾಖೆ ಹಾಗೂ ಜಿಲ್ಲಾ ಬಾಲಕಾರ್ಮಿಕ ಯೋಜನಾ ಸೊಸೈಟಿ ಇವರ ಸಂಯುಕ್ತಾಶ್ರಯದಲ್ಲಿ ಜೀತ ಕಾರ್ಮಿಕ ಪದ್ಧತಿ ವಿರೋಧಿ ದಿನಾಚರಣೆ, ಬಾಲಕಾರ್ಮಿಕ ಹಾಗೂ ಕಿಶೋರ ಕಾರ್ಮಿಕ ಪದ್ಧತಿ ನಿರ್ಮೂಲನೆ ಕುರಿತು ನಗರದ ಹಳೆಯ ಜಿಲ್ಲಾಧಿಕಾರಿ ಕಚೇರಿಯ ಸಭಾಂಗಣದಲ್ಲಿ ಗುರುವಾರ ಏರ್ಪಡಿಸಿದ್ದ ಜಾಗೃತಿ ಕಾರ್ಯಕ್ರಮ ಉದ್ಘಾಟಿಸಿ ಅವರು ಮಾತನಾಡಿದರು. ಜೀತ ಪದ್ಧತಿ, ಬಾಲಕಾರ್ಮಿಕ, ಬಾಲ್ಯ ವಿವಾಹದಂತಹ ಅನಿಷ್ಟ ಪದ್ಧತಿಗಳನ್ನು ನಿರ್ಮೂಲನೆ ಮಾಡುವ ನಿಟ್ಟಿನಲ್ಲಿ ಕಾನೂನು ಅರಿವು ಅಗತ್ಯವಾಗಿದ್ದು, ಸಮಾಜದ ಪ್ರತಿಯೊಬ್ಬರೂ ಜವಾಬ್ದಾರಿ ವಹಿಸಿ ಕಾರ್ಯನಿರ್ವಹಿಸಬೇಕು ಎಂದರು. <box>8 1015 180 1247</box>
right-a3-headline: ಆಹಾರ ವಾಹಿನಿ ಯೋಜನೆಯಡಿ ಸಹಾಯಧನಕ್ಕಾಗಿ ಅರ್ಜಿ ಆಹ್ವಾನ <box>746 746 901 781</box>
right-a1-kicker: ಕಾಡುಗೊಲ್ಲ ಅಭಿವೃದ್ಧಿ ನಿಗಮ: <box>741 36 849 49</box>
jeeta-column-2 <box>186 999 353 1269</box>
newspaper-page <box>8 6 937 1507</box>
joblet-rule <box>590 1278 591 1468</box>
vyakti-caption <box>476 1408 586 1466</box>
lead-body-1b: ಪರೀಕ್ಷಾ ಅವಧಿಯಲ್ಲಿ ಎಸ್‌ಎಸ್‌ಎಲ್‌ಸಿ ಮತ್ತು ದ್ವಿತೀಯ ಪಿಯುಸಿ ವಿದ್ಯಾರ್ಥಿಗಳಿಗೆ ಪರೀಕ್ಷಾ ಕೇಂದ್ರಗಳಿಗೆ ಸುಗಮವಾಗಿ ಹೋಗಲು ಕೆಎಸ್‌ಆರ್‌ಟಿಸಿ ಬಸ್ಸುಗಳಲ್ಲಿ ಉಚಿತ ಪ್ರಯಾಣ ಸೌಲಭ್ಯ ಒದಗಿಸಲಾಗಿದೆ. ವಿದ್ಯಾರ್ಥಿಗಳು ಪ್ರವೇಶ ಪತ್ರ ತೋರಿಸಿ ಪ್ರಯಾಣಿಸಬಹುದಾಗಿದೆ. ಎಲ್ಲಾ ಪರೀಕ್ಷಾ ಕೇಂದ್ರಗಳಲ್ಲಿ ಸಿಸಿ ಕ್ಯಾಮರಾ, ಬೆಳಕು, ಸ್ವಚ್ಛತೆ, ಕುಡಿಯುವ ನೀರಿನ ವ್ಯವಸ್ಥೆ ಸೇರಿದಂತೆ ಮೂಲ ಸೌಕರ್ಯ ಕಲ್ಪಿಸಲು ಸಂಬಂಧಪಟ್ಟ ಅಧಿಕಾರಿಗಳಿಗೆ ಸೂಚಿಸಲಾಗಿದೆ ಎಂದರು. <box>8 314 184 411</box>
right-a3-text: ಬಳ್ಳಾರಿ: ಕರ್ನಾಟಕ ಸವಿತಾ ಸಮಾಜ ಅಭಿವೃದ್ಧಿ ನಿಗಮದಿಂದ 2025-26ನೇ ಸಾಲಿನಲ್ಲಿ ಆಹಾರ ವಾಹಿನಿ (ಆಹಾರ ಕಿಯೋಸ್ಕ್) ಯೋಜನೆಯಡಿ ಸಹಾಯಧನಕ್ಕಾಗಿ ಆನ್‌ಲೈನ್ ಸೇವಾಸಿಂಧು ಪೋರ್ಟಲ್ ಮೂಲಕ ಅರ್ಜಿ ಆಹ್ವಾನಿಸಲಾಗಿದೆ. ಆಹಾರ ವಾಹಿನಿ (ಆಹಾರಕಿಯೋಸ್ಕ್) ಯೋಜನೆಯಡಿ ಸ್ವಉದ್ಯೋಗ ಕೈಗೊಳ್ಳಲು ನಾಲ್ಕು ಚಕ್ರಗಳ ಇವಿ-ಗೂಡ್ಸ್ ವಾಹನಗಳನ್ನು ಖರೀದಿಸಿ ಆಹಾರ ಪದಾರ್ಥಗಳ ಮಾರಾಟ ಮಾಡುವ ಫಲಾನುಭವಿಗಳಿಗೆ ಸಹಾಯಧನ ನೀಡುವ ಯೋಜನೆ ಇದಾಗಿದೆ. ನಿಗಮದಿಂದ ವಾಹನ ಖರೀದಿಗೆ ರೂ.03 ಲಕ್ಷ ಸಹಾಯಧನ ಬಿಡುಗಡೆ ಮಾಡಲಾಗುವುದು. ಉಳಿಕೆ ಮೊತ್ತ ಬ್ಯಾಂಕ್, ಹಣಕಾಸು ಸಂಸ್ಥೆಗಳಿಂದ ಸಾಲ ಪಡೆಯಬೇಕು. ಬಳ್ಳಾರಿ ನಗರ ಕ್ಷೇತ್ರದ ಹಿಂದುಳಿದ ವರ್ಗಗಳ ಅಭ್ಯರ್ಥಿಗಳು ಮಾತ್ರ ಅರ್ಜಿ ಸಲ್ಲಿಸಬಹುದಾಗಿದೆ. ಸೌಲಭ್ಯ ಪಡೆಯಬಯಸುವವರು ಹಿಂದುಳಿದ ವರ್ಗಗಳ ಪ್ರವರ್ಗ-2ಎ ಗೆ ಸೇರಿದ ಸವಿತಾ ಸಮಾಜ ಜಾತಿಗೆ ಸೇರಿರಬೇಕು. ಕುಟುಂಬದ ವಾರ್ಷಿಕ ವರಮಾನ ರೂ.03 ಲಕ್ಷಗಳ ಒಳಗಿರಬೇಕು. ಅರ್ಜಿದಾರರ ವಯಸ್ಸು 21 ರಿಂದ 45 ವರ್ಷದ ಒಳಗಿರಬೇಕು. ಆಧಾರ್ ಕಾರ್ಡ್ ಸಲ್ಲಿಸುವುದು ಕಡ್ಡಾಯ. ಹೆಚ್ಚಿನ ಮಾಹಿತಿಗಾಗಿ ಬಳ್ಳಾರಿ ಜಿಲ್ಲಾ ವ್ಯವಸ್ಥಾಪಕರು, ಕರ್ನಾಟಕ ಸವಿತಾ ಸಮಾಜ ಅಭಿವೃದ್ಧಿ ನಿಗಮ(ನಿ), ಜಿಲ್ಲಾಡಳಿತ ಭವನ, ಬ್ಲಾಕ್ 2ನೇ ಮಹಡಿ, ಕೊಠಡಿ ಸಂ.53, ಅನಂತಪುರ ರಸ್ತೆ, ಬಳ್ಳಾರಿ ಕಚೇರಿ ಅಥವಾ ದೂ.08392-267038 ಗೆ ಸಂಪರ್ಕಿಸಬಹುದು ಎಂದು ಜಿಲ್ಲಾ ವ್ಯವಸ್ಥಾಪಕರು ಪ್ರಕಟಣೆಯಲ್ಲಿ ತಿಳಿಸಿದ್ದಾರೆ. <box>710 810 937 1030</box>
lead-column-4b <box>538 462 698 502</box>
right-article-1 <box>710 36 937 64</box>
right-a3-kicker: ಸವಿತಾ ಸಮಾಜ ಅಭಿವೃದ್ಧಿ ನಿಗಮ: <box>757 732 890 746</box>
right-article-2 <box>710 602 937 722</box>
bank-subhead: ಪ್ರಕರಣದ ಹಿನ್ನೆಲೆ: <box>364 630 417 641</box>
vyakti-body: ಬಳ್ಳಾರಿ: ನಗರದ ಬ್ರೂಸ್‌ಪೇಟೆ ಪೊಲೀಸ್ ಠಾಣಾ ವ್ಯಾಪ್ತಿಯಲ್ಲಿ ಗೋಪಾಲಕೃಷ್ಣ ಎನ್ನುವ 50 ವರ್ಷದ ವ್ಯಕ್ತಿ 2025ರ ಜೂ.06 ರಂದು ಮನೆಯಿಂದ ಹೋದವರು ಈವರೆಗೂ ಮರಳಿ ಬಾರದೆ ಕಾಣೆಯಾಗಿದ್ದು ಪ್ರಕರಣ ದಾಖಲಾಗಿದೆ. ಪತ್ತೆಗೆ ಸಹಕರಿಸಬೇಕು ಎಂದು ಠಾಣಾಧಿಕಾರಿ ಮನವಿ ಮಾಡಿದ್ದಾರೆ. ವ್ಯಕ್ತಿಯ ಚಹರೆ: ಎತ್ತರ 5.8 ಅಡಿ, ದುಂಡು ಮುಖ, ಎಣ್ಣೆಗೆಂಪು ಮೈಬಣ್ಣ, ಸಾಧಾರಣ ಮೈಕಟ್ಟು ಹೊಂದಿದ್ದು, ಎಡಗೈ ಮೇಲೆ 'ಸೋಮ' ಎಂದು ಹಚ್ಚೆ ಹಾಕಿಸಿಕೊಂಡಿದ್ದಾರೆ. ಕನ್ನಡ, ತೆಲುಗು ಭಾಷೆ ಮಾತನಾಡುತ್ತಾರೆ. ಕಾಣೆಯಾದ ಸಂದರ್ಭದಲ್ಲಿ ಆರ್ಕಾಕೋಸಿನ ಸಿಮೆಂಟ್ ಬಣ್ಣದ ಅಂಗಿ, ನೀಲಿ ಬಣ್ಣದ ಪ್ಯಾಂಟ್ ಧರಿಸಿದ್ದಾರೆ. ಈ ಚಹರೆಯುಳ್ಳ ವ್ಯಕ್ತಿಯ ಬಗ್ಗೆ ಮಾಹಿತಿ ಸಿಕ್ಕಲ್ಲಿ ಬ್ರೂಸ್‌ಪೇಟೆ ಪೊಲೀಸ್ ಠಾಣೆ ಅಥವಾ ಬಳ್ಳಾರಿ <box>188 1322 470 1419</box>
right-article-3 <box>710 794 937 1234</box>
right-rule-3 <box>708 1276 937 1277</box>
job-bottom-rule <box>8 780 358 782</box>
right-a2-byline: ಹೊಸಪೇಟೆ ಟೈಮ್ಸ್ ನ್ಯೂಸ್ <box>784 604 863 614</box>
lead-headline: ವಿದ್ಯಾರ್ಥಿಗಳಿಗೆ ಜಿಲ್ಲಾಡಳಿತದಿಂದ ಸ್ನೇಹಮಯಿ ವಾತಾವರಣ: ಡಿಸಿ ನಾಗೇಂದ್ರ ಪ್ರಸಾದ್.ಕೆ <box>35 59 671 120</box>
right-a1-head-tail: ಆಹಾರ ವಾಹಿನಿ <box>852 36 906 49</box>
issue-date: ಶುಕ್ರವಾರ 20-02-2026 <box>8 10 143 26</box>
lead-column-3b <box>368 416 530 500</box>
right-a4-headline: ನಾಳೆ ವಿದ್ಯುತ್ ಗ್ರಾಹಕರ ಕುಂದು-ಕೊರತೆ ಸಭೆ <box>716 1279 931 1318</box>
missing-column-1 <box>364 912 546 1272</box>
missing-body: ಬಳ್ಳಾರಿ: ಸಂಡೂರು ತಾಲ್ಲೂಕಿನ ಅಂಕಮ್ಮನಹಾಳ್ ಗ್ರಾಮದ ನಿವಾಸಿ ಸುನೀತಾ ಎಂಬ 28 ವರ್ಷದ ಮಹಿಳೆ ಹಾಗೂ ಅವರ ಮಕ್ಕಳಾದ ಸಮರ್ಥ್(9 ವರ್ಷ), ಸಾತ್ವಿಕ್(5 ವರ್ಷ) ಅವರುಗಳು ಫೆ.07 ರಂದು ಕಾಣೆಯಾಗಿರುವ ಬಗ್ಗೆ ಸಂಡೂರು ಪೊಲೀಸ್ ಠಾಣೆಯಲ್ಲಿ ಪ್ರಕರಣ ದಾಖಲಾಗಿದ್ದು, ಪತ್ತೆಗೆ ಸಹಕರಿಸಬೇಕು ಎಂದು ಠಾಣಾಧಿಕಾರಿ ಮನವಿ ಮಾಡಿದ್ದಾರೆ. •ಚಹರೆ ಗುರುತು: ಸುನೀತಾ: ಸುಮಾರು 5.2 ಅಡಿ ಎತ್ತರ, ದುಂಡು ಮುಖ, ಗೋಧಿ ಮೈಬಣ್ಣ, ಸಾಧಾರಣ ಮೈಕಟ್ಟು ಹೊಂದಿದ್ದು, ಕಾಣೆಯಾದ ಸಂದರ್ಭದಲ್ಲಿ ಹಸಿರು, ಬಿಳಿ ಬಣ್ಣದ ಸೀರೆ, ಕೆಂಪು ಬಣ್ಣದ ಕುಪ್ಪಸ ಧರಿಸಿದ್ದಾರೆ. ಕನ್ನಡ, ತೆಲುಗು ಭಾಷೆ ಮಾತನಾಡುತ್ತಾಳೆ. ಸಮರ್ಥ್: ಸುಮಾರು 3.6 ಅಡಿ ಎತ್ತರ, ದುಂಡು ಮುಖ, ಗೋಧಿ ಮೈಬಣ್ಣ, ತೆಳ್ಳನೆಯ ಮೈಕಟ್ಟು ಹೊಂದಿದ್ದು, ಕಪ್ಪು ಬಣ್ಣದ ಪ್ಯಾಂಟ್ ಧರಿಸಿದ್ದಾನೆ. ಕನ್ನಡ, ತೆಲುಗು ಭಾಷೆ ಮಾತನಾಡುತ್ತಾನೆ. ಸಾತ್ವಿಕ್: ಸುಮಾರು 2.4 ಅಡಿ ಎತ್ತರ, ದುಂಡು ಮುಖ, ಗೋಧಿ ಮೈಬಣ್ಣ, ಸಾಧಾರಣ ಮೈಕಟ್ಟು ಹೊಂದಿದ್ದು, ನೀಲಿ ಬಣ್ಣದ ಅಂಗಿ, ಕಪ್ಪು ಪ್ಯಾಂಟ್ ಧರಿಸಿದ್ದಾನೆ. ಮೇಲ್ಕಂಡ ಚಹರೆ ಗುರುತುಳ್ಳ ತಾಯಿ ಮತ್ತು ಮಕ್ಕಳ ಬಗ್ಗೆ ಮಾಹಿತಿ ದೊರೆತಲ್ಲಿ ಕೂಡಲೇ ಸಂಪರ್ಕಿಸಬಹುದು. <box>364 928 547 1135</box>
bank-body-2: ಮತ್ತು ಸದಸ್ಯರಾದ ಮಹಾಂತೇಶ ಶಿಗಳಿ ಅವರು, ಬ್ಯಾಂಕ್ ಪ್ರತಿನಿಧಿಯಿಂದ ಹಣ ವರ್ಗಾವಣೆಯ ಸೂಕ್ತ ಕಾರಣ ನೀಡದೆ ಇರುವುದರಿಂದ ಸೇವಾ ನ್ಯೂನತೆ ಎಂದು ಪರಿಗಣಿಸಿ, ಈ ನಿರ್ದಿಷ್ಟ ಪ್ರಕರಣದಲ್ಲಿ ಗ್ರಾಹಕರಿಗೆ ಉಂಟಾದ ನಷ್ಟವನ್ನು ಭರಿಸಬೇಕು ಎಂದು ಆದೇಶಿಸಿದೆ. ಭಾರತೀಯ ರಿಸರ್ವ್ ಬ್ಯಾಂಕ್ ಮಾರ್ಗಸೂಚಿಗಳ ಪ್ರಕಾರ ನಡೆದ 3 ದಿನಗಳ ಒಳಗಾಗಿ ಗ್ರಾಹಕರು ಬ್ಯಾಂಕ್‌ಗೆ ತಿಳಿಸಿದರೆ ಆ ನಷ್ಟವನ್ನು ಬ್ಯಾಂಕ್ ಭರಿಸಬೇಕು. ಅನಧಿಕೃತವಾಗಿ ಕಡಿತಗೊಂಡ 95,250 ರೂ. ಹಣವನ್ನು ದೂರು ದಾಖಲಾದ ದಿನದಿಂದ ಶೇ. 6 ರಷ್ಟು ಬಡ್ಡಿಯೊಂದಿಗೆ ಮರಳಿಸಬೇಕು. ಸೇವಾ ನ್ಯೂನತೆ ಮತ್ತು ಮಾನಸಿಕ ಕಿರುಕುಳಕ್ಕಾಗಿ 10,000 ರೂ. ಪರಿಹಾರ ನೀಡಬೇಕು. ದೂರಿನ ವೆಚ್ಚವಾಗಿ 5,000 ರೂ. ಪಾವತಿಸಬೇಕು. ಈ ಒಟ್ಟು ಮೊತ್ತವನ್ನು 45 ದಿನಗಳ ಒಳಗಾಗಿ ಗ್ರಾಹಕರಿಗೆ ಪಾವತಿಸುವಂತೆ ಆದೇಶದಲ್ಲಿ ತಿಳಿಸಲಾಗಿದೆ. ಆಯೋಗದ ಅಧ್ಯಕ್ಷ ಎನ್.ತಿಪ್ಪೇಸ್ವಾಮಿ ಅವರು ತಿಳಿಸಿದರು. <box>535 553 701 748</box>
sslc-box-title: ಎಸ್‌ಎಸ್‌ಎಲ್‌ಸಿ ಪರೀಕ್ಷೆ: <box>581 140 653 150</box>
bank-column-1 <box>364 552 529 872</box>
vyakti-byline: ಹೊಸಪೇಟೆ ಟೈಮ್ಸ್ ನ್ಯೂಸ್ <box>290 1308 368 1318</box>
right-rule-2 <box>708 728 937 729</box>
masthead <box>8 6 937 32</box>
lower-rule <box>184 1276 704 1278</box>
imprint-line-2: SACHIDANAND LANE , MAIN BAZAR , HOSAPETE , BALLARI , EDITOR K. M. REKHA. EMAIL : hospettimes@gmail.com , Mob No 94484 41484. <box>122 1497 823 1507</box>
imprint-line-1: OWNER , PUBLISHER & PRINTER K. M. REKHA PUBLISHED AT HOSPET TIMES, APOORVA OFFSET PRINTERS , SACHIDANAND LANE , MAIN BAZAR , HOSAPETE , BALLARI & PRINTED AT APOORVA OFFSET PRINTERS , <box>16 1473 929 1495</box>
